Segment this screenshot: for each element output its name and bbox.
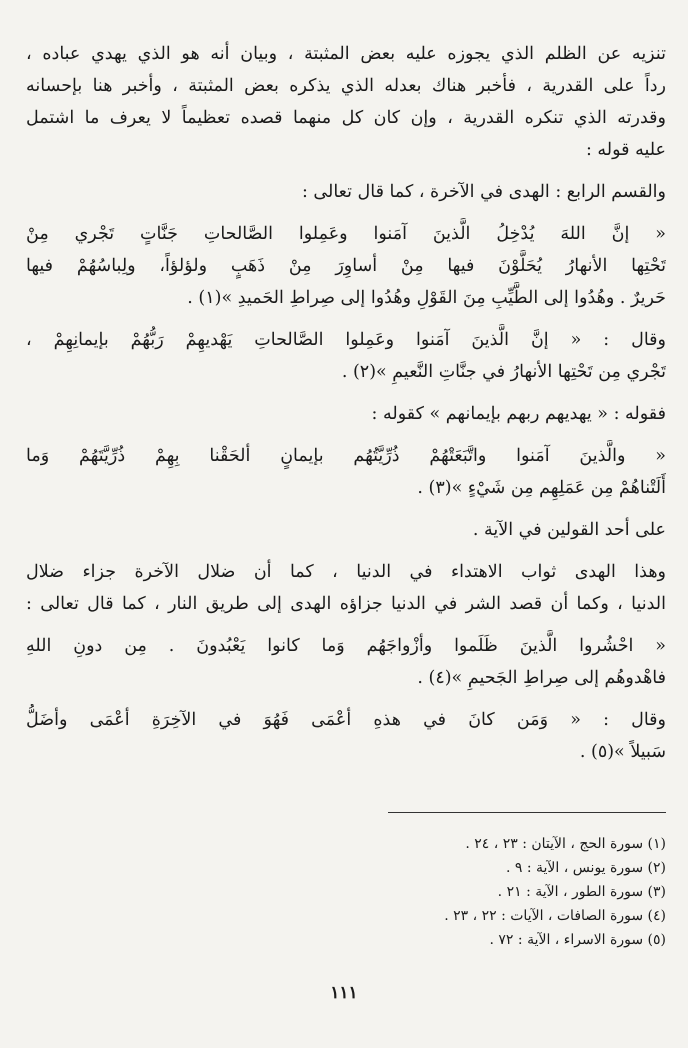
quran-verse-line: سَبيلاً »(٥) . xyxy=(579,742,666,762)
quran-verse-line: « والَّذينَ آمَنوا واتَّبَعَتْهُمْ ذُرِّيَّتُهُم بإيمانٍ ألحَقْنا بِهِمْ ذُرِّيَّتَهُمْ وَما xyxy=(26,446,666,466)
quran-verse-line: وقال : « إنَّ الَّذينَ آمَنوا وعَمِلوا الصَّالحاتِ يَهْديهِمْ رَبُّهُمْ بإيمانِهِمْ ، xyxy=(26,330,666,350)
footnote-separator xyxy=(388,812,666,813)
section-heading: والقسم الرابع : الهدى في الآخرة ، كما قال تعالى : xyxy=(301,182,666,202)
quran-verse-line: « إنَّ اللهَ يُدْخِلُ الَّذينَ آمَنوا وعَمِلوا الصَّالحاتِ جَنَّاتٍ تَجْري مِنْ xyxy=(26,224,666,244)
page-body xyxy=(26,38,666,768)
footnote: (٢) سورة يونس ، الآية : ٩ . xyxy=(505,860,666,876)
quran-verse-line: أَلَتْناهُمْ مِن عَمَلِهِم مِن شَيْءٍ »(٣) . xyxy=(417,478,666,498)
text-line: رداً على القدرية ، فأخبر هناك بعدله الذي يذكره بعض المثبتة ، وأخبر هنا بإحسانه xyxy=(26,76,666,96)
text-line: فقوله : « يهديهم ربهم بإيمانهم » كقوله : xyxy=(371,404,666,424)
quran-verse-line: وقال : « وَمَن كانَ في هذهِ أعْمَى فَهُوَ في الآخِرَةِ أعْمَى وأضَلُّ xyxy=(26,710,666,730)
footnotes xyxy=(266,832,666,952)
quran-verse-line: تَجْري مِن تَحْتِها الأنهارُ في جنَّاتِ النَّعيمِ »(٢) . xyxy=(341,362,666,382)
quran-verse-line: « احْشُروا الَّذينَ ظَلَموا وأزْواجَهُم وَما كانوا يَعْبُدونَ . مِن دونِ اللهِ xyxy=(26,636,666,656)
quran-verse-line: حَريرٌ . وهُدُوا إلى الطَّيِّبِ مِنَ القَوْلِ وهُدُوا إلى صِراطِ الحَميدِ »(١) . xyxy=(187,288,666,308)
quran-verse-line: فاهْدوهُم إلى صِراطِ الجَحيمِ »(٤) . xyxy=(417,668,666,688)
footnote: (٥) سورة الاسراء ، الآية : ٧٢ . xyxy=(489,932,666,948)
text-line: وقدرته الذي تنكره القدرية ، وإن كان كل منهما قصده تعظيماً لا يعرف ما اشتمل xyxy=(26,108,666,128)
text-line: وهذا الهدى ثواب الاهتداء في الدنيا ، كما أن ضلال الآخرة جزاء ضلال xyxy=(26,562,666,582)
text-line: عليه قوله : xyxy=(585,140,666,160)
page-number: ١١١ xyxy=(330,983,358,1003)
text-line: تنزيه عن الظلم الذي يجوزه عليه بعض المثبتة ، وبيان أنه هو الذي يهدي عباده ، xyxy=(26,44,666,64)
footnote: (١) سورة الحج ، الآيتان : ٢٣ ، ٢٤ . xyxy=(465,836,666,852)
text-line: الدنيا ، وكما أن قصد الشر في الدنيا جزاؤه الهدى إلى طريق النار ، كما قال تعالى : xyxy=(26,594,666,614)
footnote: (٣) سورة الطور ، الآية : ٢١ . xyxy=(497,884,666,900)
footnote: (٤) سورة الصافات ، الآيات : ٢٢ ، ٢٣ . xyxy=(444,908,666,924)
text-line: على أحد القولين في الآية . xyxy=(472,520,666,540)
quran-verse-line: تَحْتِها الأنهارُ يُحَلَّوْنَ فيها مِنْ أساوِرَ مِنْ ذَهَبٍ ولؤلؤاً، ولِباسُهُمْ فيها xyxy=(26,256,666,276)
